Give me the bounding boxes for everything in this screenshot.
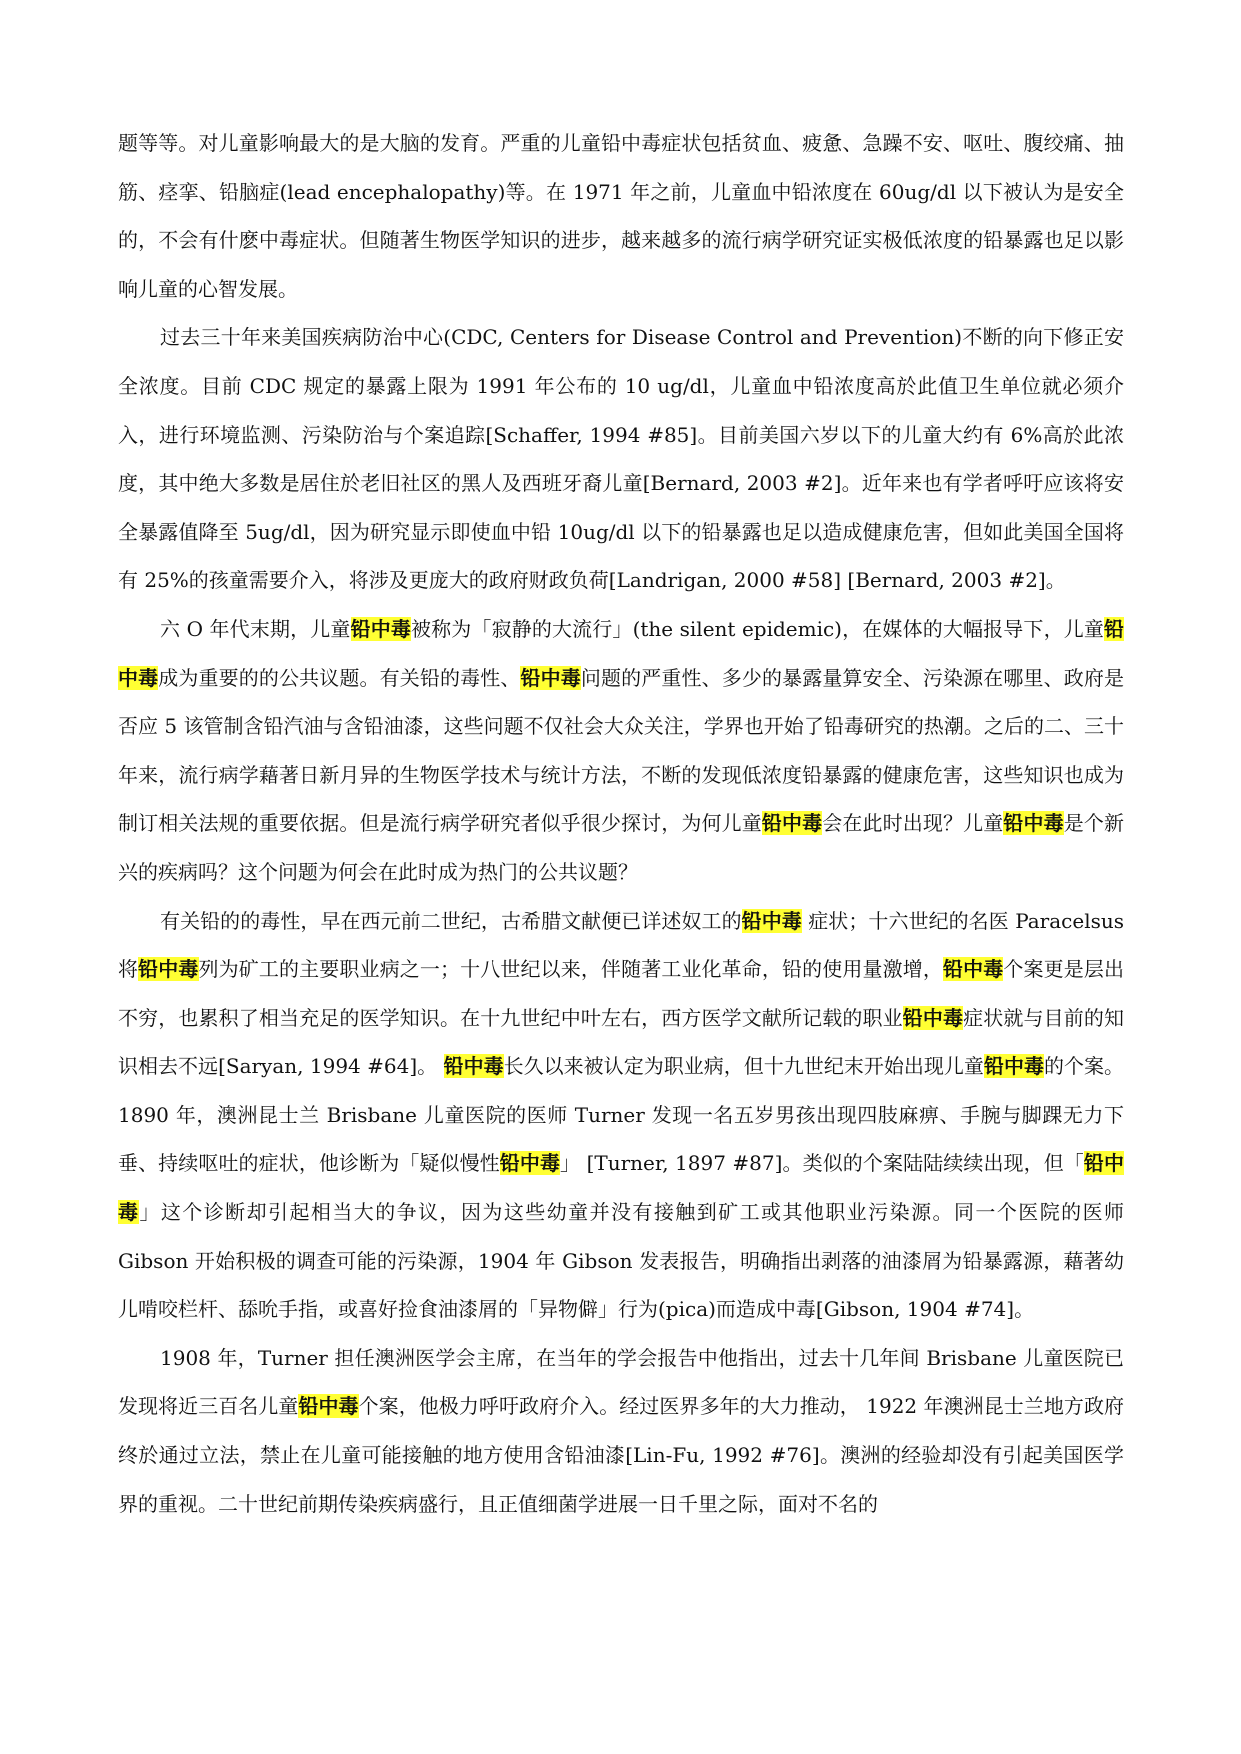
highlighted-term: 铅中毒 (350, 616, 411, 641)
paragraph-5 (118, 1334, 1124, 1528)
text-run: 个案，他极力呼吁政府介入。经过医界多年的大力推动， 1922 年澳洲昆士兰地方政府终於通过立法，禁止在儿童可能接触的地方使用含铅油漆[Lin-Fu, 1992 #76]。澳洲的经验却没有引起美国医学界的重视。二十世纪前期传染疾病盛行，且正值细菌学进展一日千里之际，面对不名的 (118, 1394, 1125, 1516)
text-run: 的个案。1890 年，澳洲昆士兰 Brisbane 儿童医院的医师 Turner 发现一名五岁男孩出现四肢麻痹、手腕与脚踝无力下垂、持续呕吐的症状，他诊断为「疑似慢性 (118, 1054, 1125, 1176)
paragraph-3 (118, 605, 1124, 897)
highlighted-term: 铅中毒 (761, 811, 823, 836)
text-run: 问题的严重性、多少的暴露量算安全、污染源在哪里、政府是否应 5 该管制含铅汽油与含铅油漆，这些问题不仅社会大众关注，学界也开始了铅毒研究的热潮。之后的二、三十年来，流行病学藉著日新月异的生物医学技术与统计方法，不断的发现低浓度铅暴露的健康危害，这些知识也成为制订相关法规的重要依据。但是流行病学研究者似乎很少探讨，为何儿童 (118, 665, 1125, 836)
highlighted-term: 铅中毒 (983, 1054, 1044, 1079)
text-run: 1908 年，Turner 担任澳洲医学会主席，在当年的学会报告中他指出，过去十几年间 Brisbane 儿童医院已发现将近三百名儿童 (118, 1345, 1124, 1419)
highlighted-term: 铅中毒 (138, 957, 199, 982)
paragraph-1 (118, 119, 1124, 313)
highlighted-term: 铅中毒 (902, 1005, 964, 1030)
text-run: 题等等。对儿童影响最大的是大脑的发育。严重的儿童铅中毒症状包括贫血、疲惫、急躁不安、呕吐、腹绞痛、抽筋、痉挛、铅脑症(lead encephalopathy)等。在 1971 年之前，儿童血中铅浓度在 60ug/dl 以下被认为是安全的，不会有什麽中毒症状。但随著生物医学知识的进步，越来越多的流行病学研究证实极低浓度的铅暴露也足以影响儿童的心智发展。 (118, 131, 1124, 301)
text-run: 会在此时出现？儿童 (822, 811, 1004, 836)
text-run: 六 O 年代末期，儿童 (160, 616, 351, 641)
highlighted-term: 铅中毒 (118, 616, 1125, 690)
highlighted-term: 铅中毒 (443, 1054, 504, 1079)
highlighted-term: 铅中毒 (1003, 811, 1064, 836)
paragraph-4 (118, 897, 1124, 1334)
text-run: 过去三十年来美国疾病防治中心(CDC, Centers for Disease Control and Prevention)不断的向下修正安全浓度。目前 CDC 规定的暴露上限为 1991 年公布的 10 ug/dl，儿童血中铅浓度高於此值卫生单位就必须介入，进行环境监测、污染防治与个案追踪[Schaffer, 1994 #85]。目前美国六岁以下的儿童大约有 6%高於此浓度，其中绝大多数是居住於老旧社区的黑人及西班牙裔儿童[Bernard, 2003 #2]。近年来也有学者呼吁应该将安全暴露值降至 5ug/dl，因为研究显示即使血中铅 10ug/dl 以下的铅暴露也足以造成健康危害，但如此美国全国将有 25%的孩童需要介入，将涉及更庞大的政府财政负荷[Landrigan, 2000 #58] [Bernard, 2003 #2]。 (118, 325, 1124, 593)
text-run: 」这个诊断却引起相当大的争议，因为这些幼童并没有接触到矿工或其他职业污染源。同一个医院的医师 Gibson 开始积极的调查可能的污染源，1904 年 Gibson 发表报告，明确指出剥落的油漆屑为铅暴露源，藉著幼儿啃咬栏杆、舔吮手指，或喜好捡食油漆屑的「异物僻」行为(pica)而造成中毒[Gibson, 1904 #74]。 (118, 1200, 1125, 1322)
highlighted-term: 铅中毒 (943, 957, 1004, 982)
text-run: 成为重要的的公共议题。有关铅的毒性、 (158, 665, 521, 690)
text-run: 长久以来被认定为职业病，但十九世纪末开始出现儿童 (503, 1054, 984, 1079)
highlighted-term: 铅中毒 (741, 908, 802, 933)
text-run: 是个新兴的疾病吗？这个问题为何会在此时成为热门的公共议题？ (118, 811, 1125, 884)
highlighted-term: 铅中毒 (298, 1394, 359, 1419)
paragraph-2 (118, 313, 1124, 605)
highlighted-term: 铅中毒 (118, 1151, 1124, 1225)
text-run: 症状就与目前的知识相去不远[Saryan, 1994 #64]。 (118, 1005, 1125, 1079)
document-body (118, 119, 1124, 1528)
text-run: 个案更是层出不穷，也累积了相当充足的医学知识。在十九世纪中叶左右，西方医学文献所记载的职业 (118, 957, 1125, 1030)
text-run: 有关铅的的毒性，早在西元前二世纪，古希腊文献便已详述奴工的 (160, 908, 742, 933)
text-run: 症状；十六世纪的名医 Paracelsus 将 (118, 908, 1125, 982)
text-run: 被称为「寂静的大流行」(the silent epidemic)，在媒体的大幅报导下，儿童 (411, 616, 1105, 641)
text-run: 列为矿工的主要职业病之一；十八世纪以来，伴随著工业化革命，铅的使用量激增， (198, 957, 944, 982)
text-run: 」 [Turner, 1897 #87]。类似的个案陆陆续续出现，但「 (560, 1151, 1084, 1176)
highlighted-term: 铅中毒 (520, 665, 581, 690)
highlighted-term: 铅中毒 (499, 1151, 561, 1176)
